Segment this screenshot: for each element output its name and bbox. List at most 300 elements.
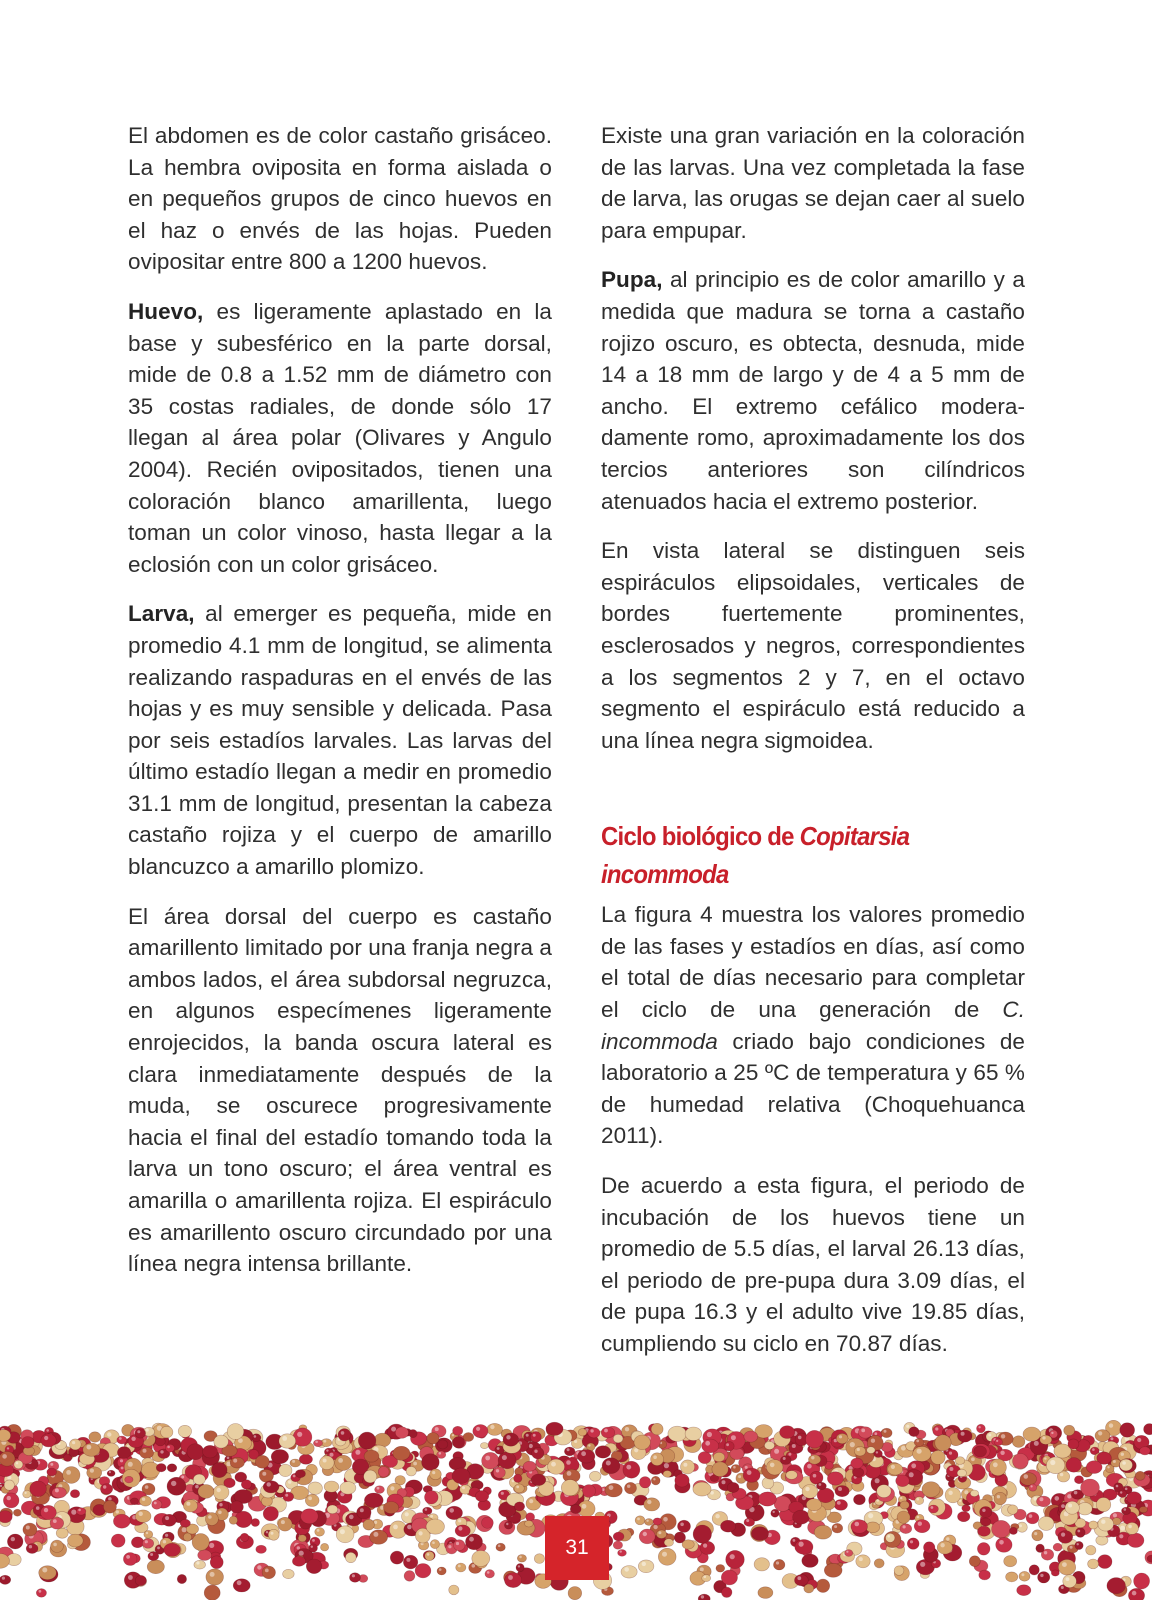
paragraph-text: En vista lateral se distinguen seis espiráculos elipsoidales, verticales de bordes fuertemente prominentes, esclerosados y negros, correspondientes a los segmentos 2 y 7, en el octavo segmento el espiráculo está reducido a una línea negra sigmoidea. xyxy=(601,538,1025,753)
quinoa-seed xyxy=(336,1526,354,1543)
quinoa-seed xyxy=(685,1427,702,1441)
quinoa-seed xyxy=(1126,1522,1139,1534)
quinoa-seed-highlight xyxy=(341,1431,345,1435)
quinoa-seed xyxy=(856,1555,870,1568)
quinoa-seed-highlight xyxy=(834,1525,837,1528)
quinoa-seed-highlight xyxy=(107,1432,111,1436)
quinoa-seed xyxy=(816,1579,829,1592)
quinoa-seed xyxy=(7,1534,23,1549)
quinoa-seed xyxy=(206,1569,224,1585)
quinoa-seed xyxy=(1098,1555,1112,1569)
quinoa-seed-highlight xyxy=(901,1446,906,1451)
quinoa-seed xyxy=(851,1520,868,1534)
quinoa-seed xyxy=(877,1485,891,1498)
quinoa-seed xyxy=(178,1425,191,1437)
quinoa-seed xyxy=(131,1537,143,1548)
quinoa-seed xyxy=(713,1452,725,1462)
quinoa-seed-highlight xyxy=(715,1514,719,1518)
left-column xyxy=(128,120,552,1298)
quinoa-seed-highlight xyxy=(683,1463,687,1467)
quinoa-seed xyxy=(1122,1507,1131,1514)
quinoa-seed-highlight xyxy=(874,1432,877,1435)
quinoa-seed xyxy=(994,1492,1006,1504)
quinoa-seed xyxy=(678,1520,691,1532)
quinoa-seed xyxy=(1019,1571,1030,1581)
quinoa-seed xyxy=(1089,1521,1098,1529)
quinoa-seed xyxy=(693,1482,711,1496)
quinoa-seed-highlight xyxy=(1070,1546,1073,1549)
paragraph-text: al emerger es pequeña, mide en promedio 4.1 mm de longitud, se alimenta realizando raspaduras en el envés de las hojas y es muy sensible y delicada. Pasa por seis estadíos larvales. Las larvas del último estadío llegan a medir en promedio 31.1 mm de longitud, presentan la cabeza castaño rojiza y el cuerpo de amarillo blancuzco a amarillo plomizo. xyxy=(128,601,552,880)
quinoa-seed xyxy=(13,1509,21,1516)
quinoa-seed-highlight xyxy=(1062,1562,1067,1567)
quinoa-seed-highlight xyxy=(308,1496,312,1500)
quinoa-seed xyxy=(716,1565,725,1573)
quinoa-seed xyxy=(531,1474,546,1486)
quinoa-seed xyxy=(41,1505,57,1519)
quinoa-seed xyxy=(922,1482,940,1498)
quinoa-seed xyxy=(156,1464,166,1472)
quinoa-seed-highlight xyxy=(405,1512,409,1516)
quinoa-seed xyxy=(472,1551,490,1567)
quinoa-seed-highlight xyxy=(1113,1460,1116,1463)
quinoa-seed-highlight xyxy=(1132,1591,1137,1596)
quinoa-seed xyxy=(858,1427,872,1438)
quinoa-seed xyxy=(874,1559,884,1568)
quinoa-seed xyxy=(656,1530,666,1539)
quinoa-seed xyxy=(14,1460,23,1469)
paragraph-text: El área dorsal del cuerpo es castaño amarillento limitado por una franja negra a ambos lados, el área subdorsal negruzca, en algunos especímenes ligeramente enrojecidos, la banda oscura lateral es clara inmediatamente después de la muda, se oscurece progresivamente hacia el final del estadío tomando toda la larva un tono oscuro; el área ventral es amarilla o amarillenta rojiza. El espiráculo es amarillento oscuro circundado por una línea negra intensa brillante. xyxy=(128,903,552,1277)
quinoa-seed xyxy=(1058,1531,1073,1544)
quinoa-seed xyxy=(754,1558,769,1571)
quinoa-seed xyxy=(698,1594,710,1600)
quinoa-seed-highlight xyxy=(209,1543,214,1548)
quinoa-seed xyxy=(283,1569,295,1578)
quinoa-seed-highlight xyxy=(949,1452,952,1455)
quinoa-seed-highlight xyxy=(935,1427,938,1430)
quinoa-seed xyxy=(283,1492,294,1501)
quinoa-seed xyxy=(117,1447,130,1459)
quinoa-seed xyxy=(164,1543,181,1556)
quinoa-seed xyxy=(613,1434,623,1443)
quinoa-seed-highlight xyxy=(999,1540,1004,1545)
quinoa-seed xyxy=(996,1537,1012,1552)
quinoa-seed-highlight xyxy=(292,1460,295,1463)
quinoa-seed-highlight xyxy=(72,1441,75,1444)
quinoa-seed-highlight xyxy=(868,1513,873,1518)
quinoa-seed xyxy=(1068,1439,1079,1449)
quinoa-seed xyxy=(256,1545,267,1553)
quinoa-seed-highlight xyxy=(819,1483,822,1486)
quinoa-seed xyxy=(623,1461,640,1478)
paragraph-text: El abdomen es de color castaño grisáceo. La hembra oviposita en forma aislada o en pequeños grupos de cinco huevos en el haz o envés de las hojas. Pueden ovipositar entre 800 a 1200 huevos. xyxy=(128,123,552,275)
quinoa-seed-highlight xyxy=(496,1469,499,1472)
quinoa-seed xyxy=(268,1529,279,1540)
quinoa-seed xyxy=(1004,1556,1017,1567)
quinoa-seed xyxy=(409,1430,417,1438)
quinoa-seed xyxy=(327,1505,338,1514)
quinoa-seed-highlight xyxy=(916,1440,919,1443)
quinoa-seed xyxy=(161,1426,173,1438)
quinoa-seed xyxy=(578,1450,595,1464)
quinoa-seed-highlight xyxy=(811,1456,814,1459)
quinoa-seed-highlight xyxy=(435,1427,439,1431)
quinoa-seed xyxy=(1008,1505,1018,1515)
quinoa-seed-highlight xyxy=(160,1450,163,1453)
quinoa-seed xyxy=(1098,1517,1114,1531)
quinoa-seed-highlight xyxy=(311,1546,313,1548)
quinoa-seed-highlight xyxy=(163,1540,166,1543)
paragraph-vista-lateral xyxy=(601,535,1025,756)
quinoa-seed-highlight xyxy=(726,1443,729,1446)
quinoa-seed xyxy=(896,1475,910,1487)
quinoa-seed xyxy=(635,1516,645,1525)
quinoa-seed-highlight xyxy=(664,1463,669,1468)
quinoa-seed xyxy=(548,1459,565,1474)
quinoa-seed xyxy=(675,1474,689,1487)
quinoa-seed-highlight xyxy=(1019,1524,1022,1527)
quinoa-seed-highlight xyxy=(567,1448,570,1451)
quinoa-seed xyxy=(422,1454,440,1471)
quinoa-seed xyxy=(278,1517,292,1531)
quinoa-seed-highlight xyxy=(529,1444,533,1448)
quinoa-seed-highlight xyxy=(1124,1508,1127,1511)
quinoa-seed xyxy=(1037,1496,1051,1507)
quinoa-seed xyxy=(135,1428,146,1438)
quinoa-seed-highlight xyxy=(839,1435,842,1438)
quinoa-seed-highlight xyxy=(46,1429,49,1432)
quinoa-seed xyxy=(682,1540,694,1549)
quinoa-seed xyxy=(406,1466,416,1476)
quinoa-seed xyxy=(866,1522,880,1533)
quinoa-seed xyxy=(523,1461,536,1471)
paragraph-pupa xyxy=(601,264,1025,517)
quinoa-seed xyxy=(1088,1559,1099,1569)
quinoa-seed xyxy=(142,1539,153,1549)
quinoa-seed xyxy=(230,1501,243,1513)
quinoa-seed-highlight xyxy=(1092,1448,1095,1451)
quinoa-seed-highlight xyxy=(71,1510,76,1515)
quinoa-seed-highlight xyxy=(1051,1432,1053,1434)
quinoa-seed-highlight xyxy=(456,1542,459,1545)
quinoa-seed-highlight xyxy=(731,1435,736,1440)
quinoa-seed xyxy=(546,1422,563,1435)
quinoa-seed-highlight xyxy=(352,1574,355,1577)
quinoa-seed xyxy=(177,1574,186,1583)
quinoa-seed xyxy=(1075,1528,1085,1538)
quinoa-seed-highlight xyxy=(519,1556,522,1559)
quinoa-seed-highlight xyxy=(330,1453,334,1457)
quinoa-seed xyxy=(534,1554,544,1564)
quinoa-seed xyxy=(570,1505,581,1514)
quinoa-seed xyxy=(795,1575,809,1586)
quinoa-seed-highlight xyxy=(44,1436,48,1440)
quinoa-seed-highlight xyxy=(793,1539,796,1542)
quinoa-seed xyxy=(480,1443,488,1449)
quinoa-seed xyxy=(724,1441,734,1451)
quinoa-seed xyxy=(1009,1527,1017,1534)
quinoa-seed-highlight xyxy=(271,1532,274,1535)
right-column xyxy=(601,120,1025,1378)
quinoa-seed xyxy=(210,1556,223,1569)
quinoa-seed-highlight xyxy=(1044,1551,1047,1554)
quinoa-seed-highlight xyxy=(237,1580,242,1585)
quinoa-seed xyxy=(364,1470,377,1483)
quinoa-seed-highlight xyxy=(121,1467,124,1470)
quinoa-seed xyxy=(1139,1506,1147,1512)
paragraph-huevo xyxy=(128,296,552,580)
quinoa-seed-highlight xyxy=(373,1532,378,1537)
quinoa-seed-highlight xyxy=(128,1575,133,1580)
quinoa-seed xyxy=(1140,1447,1151,1455)
quinoa-seed-highlight xyxy=(798,1436,802,1440)
quinoa-seed-highlight xyxy=(733,1466,736,1469)
quinoa-seed-highlight xyxy=(267,1482,271,1486)
quinoa-seed xyxy=(23,1523,37,1536)
quinoa-seed-highlight xyxy=(653,1455,657,1459)
quinoa-seed-highlight xyxy=(949,1467,953,1471)
quinoa-seed xyxy=(262,1566,275,1579)
quinoa-seed xyxy=(1096,1498,1111,1512)
quinoa-seed xyxy=(793,1510,810,1524)
quinoa-seed xyxy=(836,1433,848,1443)
quinoa-seed-highlight xyxy=(1119,1534,1123,1538)
quinoa-seed xyxy=(167,1464,177,1472)
quinoa-seed-highlight xyxy=(774,1449,779,1454)
quinoa-seed xyxy=(915,1497,924,1505)
quinoa-seed-highlight xyxy=(293,1475,296,1478)
quinoa-seed-highlight xyxy=(1137,1438,1141,1442)
quinoa-seed xyxy=(744,1431,758,1442)
quinoa-seed-highlight xyxy=(143,1449,147,1453)
species-abbrev: C. incommoda xyxy=(601,997,1025,1054)
quinoa-seed-highlight xyxy=(323,1459,327,1463)
quinoa-seed-highlight xyxy=(462,1486,465,1489)
quinoa-seed-highlight xyxy=(266,1531,268,1533)
quinoa-seed-highlight xyxy=(146,1428,149,1431)
quinoa-seed-highlight xyxy=(297,1432,302,1437)
quinoa-seed xyxy=(363,1519,374,1530)
quinoa-seed xyxy=(135,1575,146,1585)
quinoa-seed-highlight xyxy=(219,1503,222,1506)
quinoa-seed xyxy=(795,1540,813,1555)
quinoa-seed xyxy=(1127,1492,1142,1505)
quinoa-seed xyxy=(721,1520,736,1532)
quinoa-seed xyxy=(263,1481,279,1493)
quinoa-seed xyxy=(52,1487,67,1498)
quinoa-seed-highlight xyxy=(165,1534,168,1537)
quinoa-seed xyxy=(140,1447,154,1458)
quinoa-seed-highlight xyxy=(906,1425,909,1428)
quinoa-seed-highlight xyxy=(900,1497,902,1499)
quinoa-seed xyxy=(638,1560,654,1573)
quinoa-seed xyxy=(698,1452,711,1464)
quinoa-seed-highlight xyxy=(971,1457,975,1461)
quinoa-seed-highlight xyxy=(770,1463,775,1468)
quinoa-seed-highlight xyxy=(705,1441,710,1446)
quinoa-seed-highlight xyxy=(1110,1437,1113,1440)
quinoa-seed xyxy=(764,1441,774,1449)
quinoa-seed xyxy=(452,1468,470,1484)
quinoa-seed xyxy=(958,1512,970,1522)
quinoa-seed-highlight xyxy=(299,1551,304,1556)
quinoa-seed xyxy=(1013,1454,1029,1469)
quinoa-seed xyxy=(824,1563,842,1577)
quinoa-seed-highlight xyxy=(55,1488,59,1492)
quinoa-seed-highlight xyxy=(911,1463,916,1468)
quinoa-seed xyxy=(56,1528,68,1538)
quinoa-seed xyxy=(970,1490,978,1497)
quinoa-seed-highlight xyxy=(1061,1504,1065,1508)
quinoa-seed-highlight xyxy=(323,1440,326,1443)
quinoa-seed-highlight xyxy=(1044,1457,1046,1459)
quinoa-seed xyxy=(204,1585,220,1600)
quinoa-seed xyxy=(618,1550,627,1557)
quinoa-seed xyxy=(945,1487,961,1502)
quinoa-seed-highlight xyxy=(317,1529,320,1532)
quinoa-seed xyxy=(651,1476,660,1485)
paragraph-text: De acuerdo a esta figura, el periodo de incubación de los huevos tiene un promedio de 5.5 días, el larval 26.13 días, el periodo de pre-pupa dura 3.09 días, el de pupa 16.3 y el adulto vive 19.85 días, cumpliendo su ciclo en 70.87 días. xyxy=(601,1173,1025,1356)
quinoa-seed xyxy=(1012,1436,1025,1448)
quinoa-seed xyxy=(214,1435,229,1448)
quinoa-seed xyxy=(602,1458,620,1474)
quinoa-seed-highlight xyxy=(722,1480,726,1484)
quinoa-seed-highlight xyxy=(884,1430,887,1433)
quinoa-seed xyxy=(187,1444,204,1460)
quinoa-seed xyxy=(639,1529,655,1544)
quinoa-seed xyxy=(350,1573,361,1583)
quinoa-seed xyxy=(651,1423,663,1435)
quinoa-seed xyxy=(1020,1473,1037,1486)
quinoa-seed-highlight xyxy=(1077,1543,1079,1545)
quinoa-seed xyxy=(743,1468,760,1482)
quinoa-seed-highlight xyxy=(137,1430,140,1433)
quinoa-seed-highlight xyxy=(508,1575,513,1580)
quinoa-seed-highlight xyxy=(142,1498,145,1501)
quinoa-seed xyxy=(364,1493,383,1508)
quinoa-seed xyxy=(426,1519,444,1534)
quinoa-seed-highlight xyxy=(590,1429,593,1432)
quinoa-seed xyxy=(561,1480,579,1496)
quinoa-seed-highlight xyxy=(427,1553,430,1556)
quinoa-seed-highlight xyxy=(167,1446,170,1449)
quinoa-seed xyxy=(881,1428,892,1437)
quinoa-seed-highlight xyxy=(747,1470,752,1475)
quinoa-seed xyxy=(731,1465,740,1473)
quinoa-seed xyxy=(1063,1575,1077,1588)
quinoa-seed-highlight xyxy=(1040,1574,1043,1577)
quinoa-seed-highlight xyxy=(700,1567,704,1571)
quinoa-seed xyxy=(525,1520,534,1527)
quinoa-seed xyxy=(487,1423,503,1435)
quinoa-seed xyxy=(1107,1578,1126,1594)
quinoa-seed-highlight xyxy=(157,1547,160,1550)
quinoa-seed xyxy=(834,1500,847,1511)
quinoa-seed xyxy=(335,1455,352,1470)
quinoa-seed-highlight xyxy=(497,1447,500,1450)
quinoa-seed-highlight xyxy=(139,1512,143,1516)
quinoa-seed xyxy=(345,1552,356,1562)
quinoa-seed-highlight xyxy=(846,1551,848,1553)
quinoa-seed-highlight xyxy=(1074,1491,1078,1495)
quinoa-seed xyxy=(751,1527,768,1541)
quinoa-seed xyxy=(1078,1502,1093,1515)
quinoa-seed-highlight xyxy=(1109,1423,1113,1427)
quinoa-seed-highlight xyxy=(533,1434,536,1437)
quinoa-seed xyxy=(430,1540,439,1549)
quinoa-seed-highlight xyxy=(448,1545,451,1548)
quinoa-seed-highlight xyxy=(940,1543,944,1547)
quinoa-seed xyxy=(144,1531,153,1539)
quinoa-seed xyxy=(663,1471,672,1478)
quinoa-seed-highlight xyxy=(254,1435,257,1438)
quinoa-seed-highlight xyxy=(918,1522,922,1526)
quinoa-seed-highlight xyxy=(485,1456,490,1461)
quinoa-seed xyxy=(437,1567,446,1575)
quinoa-seed xyxy=(180,1519,190,1527)
quinoa-seed xyxy=(851,1458,863,1469)
paragraph-text: criado bajo condiciones de laboratorio a 25 ºC de temperatura y 65 % de humedad relativa (Choquehuanca 2011). xyxy=(601,1028,1025,1149)
quinoa-seed-highlight xyxy=(663,1517,668,1522)
quinoa-seed xyxy=(1036,1544,1045,1552)
quinoa-seed-highlight xyxy=(419,1531,423,1535)
quinoa-seed xyxy=(393,1446,410,1460)
quinoa-seed-highlight xyxy=(103,1485,106,1488)
quinoa-seed xyxy=(4,1480,14,1490)
quinoa-seed-highlight xyxy=(7,1496,11,1500)
quinoa-seed-highlight xyxy=(407,1525,412,1530)
quinoa-seed xyxy=(780,1456,791,1465)
quinoa-seed xyxy=(601,1427,615,1438)
quinoa-seed-highlight xyxy=(498,1545,501,1548)
quinoa-seed xyxy=(504,1521,512,1529)
quinoa-seed xyxy=(1029,1565,1039,1575)
quinoa-seed xyxy=(259,1469,273,1482)
quinoa-seed-highlight xyxy=(776,1561,779,1564)
quinoa-seed-highlight xyxy=(859,1557,863,1561)
quinoa-seed xyxy=(162,1514,176,1526)
heading-species-name: Copitarsia incommoda xyxy=(601,821,910,890)
quinoa-seed-highlight xyxy=(182,1527,187,1532)
quinoa-seed xyxy=(166,1444,175,1452)
quinoa-seed xyxy=(1029,1484,1037,1491)
quinoa-seed xyxy=(1086,1545,1096,1555)
quinoa-seed-highlight xyxy=(1125,1488,1128,1491)
quinoa-seed xyxy=(227,1424,244,1440)
quinoa-seed xyxy=(992,1520,1011,1537)
quinoa-seed xyxy=(1038,1572,1050,1583)
quinoa-seed-highlight xyxy=(458,1526,462,1530)
quinoa-seed-highlight xyxy=(1034,1441,1039,1446)
quinoa-seed xyxy=(886,1533,895,1542)
quinoa-seed-highlight xyxy=(186,1502,190,1506)
quinoa-seed-highlight xyxy=(730,1554,735,1559)
quinoa-seed-highlight xyxy=(1042,1436,1045,1439)
quinoa-seed xyxy=(453,1426,463,1435)
quinoa-seed-highlight xyxy=(646,1520,648,1522)
quinoa-seed xyxy=(454,1540,465,1551)
quinoa-seed-highlight xyxy=(257,1565,261,1569)
quinoa-seed xyxy=(924,1542,935,1553)
quinoa-seed-highlight xyxy=(312,1539,315,1542)
paragraph-text: es ligeramente aplastado en la base y subesférico en la parte dorsal, mide de 0.8 a 1.52 mm de diámetro con 35 costas radiales, de donde sólo 17 llegan al área polar (Olivares y Angulo 2004). Recién ovipositados, tienen una coloración blanco amarillenta, luego toman un color vinoso, hasta llegar a la eclosión con un color grisáceo. xyxy=(128,298,552,577)
quinoa-seed-highlight xyxy=(338,1458,343,1463)
quinoa-seed xyxy=(427,1433,439,1444)
quinoa-seed xyxy=(589,1471,601,1481)
quinoa-seed xyxy=(774,1559,785,1570)
quinoa-seed xyxy=(123,1553,137,1566)
quinoa-seed-highlight xyxy=(658,1531,661,1534)
quinoa-seed-highlight xyxy=(857,1448,860,1451)
